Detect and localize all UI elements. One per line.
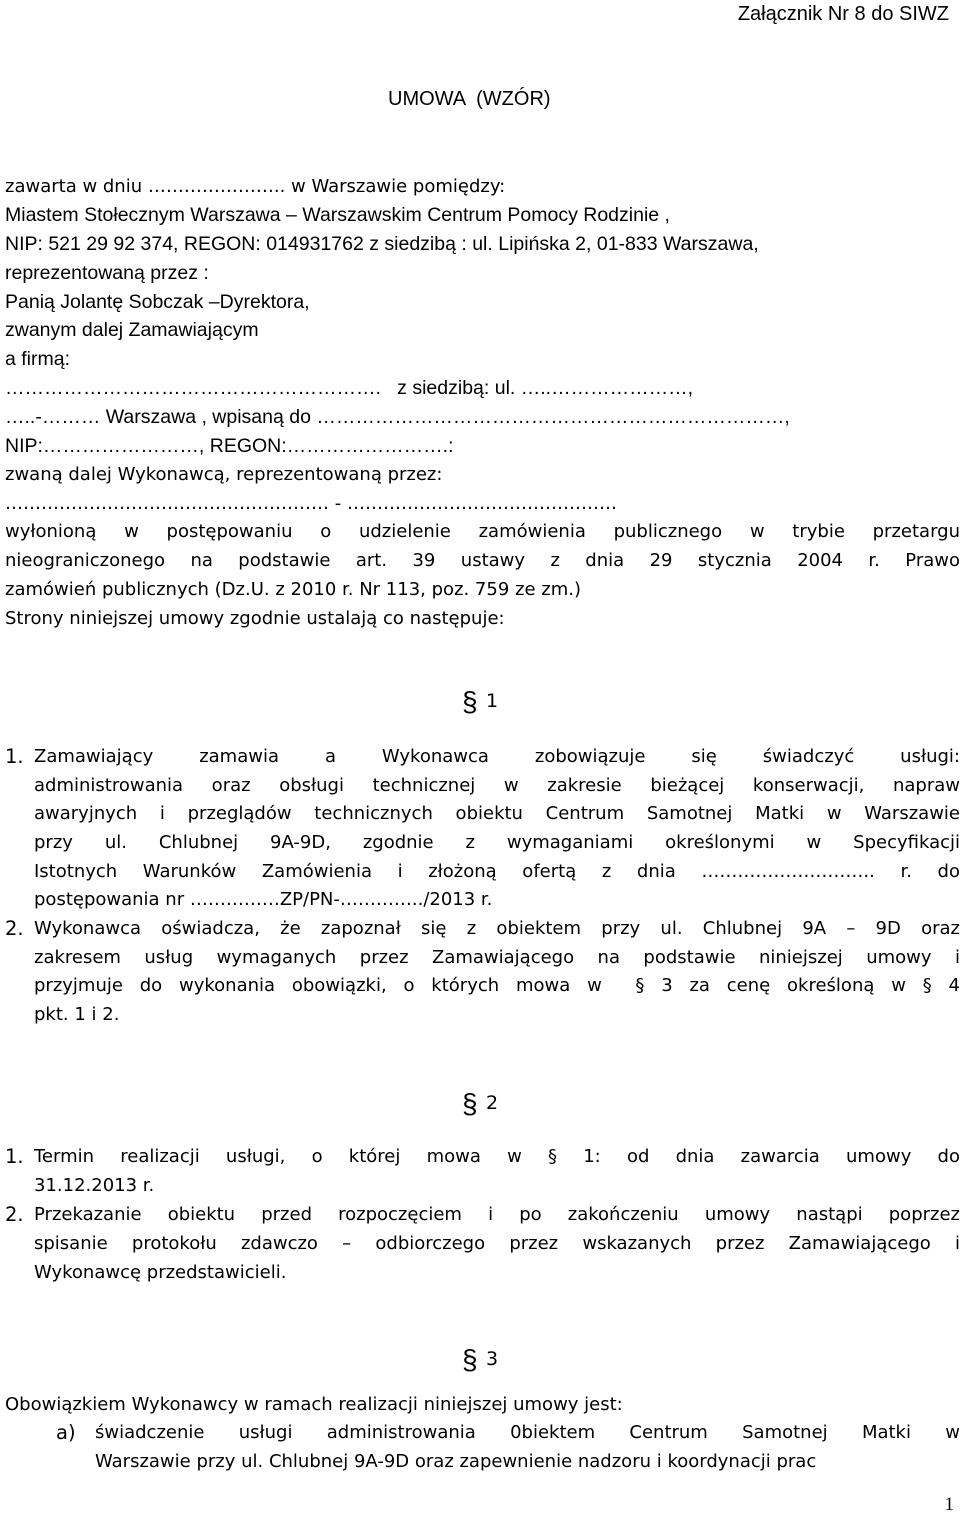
paragraph-symbol: § [462,1088,478,1119]
item-line: Termin realizacji usługi, o której mowa w § 1: od dnia zawarcia umowy do [34,1146,960,1167]
intro-line: ……………………………………………… - ……………………………………… [5,493,617,514]
item-line: 31.12.2013 r. [34,1175,155,1196]
item-line: przyjmuje do wykonania obowiązki, o których mowa w § 3 za cenę określoną w § 4 [34,975,960,996]
intro-line: NIP: 521 29 92 374, REGON: 014931762 z siedzibą : ul. Lipińska 2, 01-833 Warszawa, [5,233,759,255]
item-line: świadczenie usługi administrowania 0biektem Centrum Samotnej Matki w [95,1422,960,1443]
item-number: 1. [5,745,24,768]
item-number: 1. [5,1145,24,1168]
item-line: awaryjnych i przeglądów technicznych obiektu Centrum Samotnej Matki w Warszawie [34,803,960,824]
item-line: przy ul. Chlubnej 9A-9D, zgodnie z wymaganiami określonymi w Specyfikacji [34,832,960,853]
item-line: zakresem usług wymaganych przez Zamawiającego na podstawie niniejszej umowy i [34,947,960,968]
document-title: UMOWA (WZÓR) [388,88,551,110]
item-line: Przekazanie obiektu przed rozpoczęciem i po zakończeniu umowy nastąpi poprzez [34,1204,960,1225]
intro-line: Panią Jolantę Sobczak –Dyrektora, [5,291,310,313]
item-number: 2. [5,917,24,940]
section-intro: Obowiązkiem Wykonawcy w ramach realizacji niniejszej umowy jest: [5,1394,623,1415]
item-letter: a) [56,1421,76,1444]
intro-line: wyłonioną w postępowaniu o udzielenie zamówienia publicznego w trybie przetargu [5,521,960,542]
intro-line: Strony niniejszej umowy zgodnie ustalają co następuje: [5,608,505,629]
item-line: Istotnych Warunków Zamówienia i złożoną ofertą z dnia ……………………….. r. do [34,861,960,882]
item-line: Wykonawca oświadcza, że zapoznał się z obiektem przy ul. Chlubnej 9A – 9D oraz [34,918,960,939]
item-line: Wykonawcę przedstawicieli. [34,1262,287,1283]
item-line: spisanie protokołu zdawczo – odbiorczego przez wskazanych przez Zamawiającego i [34,1233,960,1254]
contractor-register-line: …..-……… Warszawa , wpisaną do ………………………………………………………………, [5,406,790,428]
item-line: postępowania nr ……………ZP/PN-…………../2013 r. [34,889,493,910]
intro-line: zwanym dalej Zamawiającym [5,319,259,341]
item-line: Warszawie przy ul. Chlubnej 9A-9D oraz zapewnienie nadzoru i koordynacji prac [95,1451,817,1472]
section-heading [462,1338,522,1378]
paragraph-symbol: § [462,686,478,717]
contractor-nip-regon-line: NIP:……………………, REGON:…………………….: [5,435,454,457]
intro-line: zawarta w dniu ………………….. w Warszawie pomiędzy: [5,176,506,197]
item-number: 2. [5,1203,24,1226]
intro-line: zamówień publicznych (Dz.U. z 2010 r. Nr 113, poz. 759 ze zm.) [5,579,581,600]
section-heading [462,680,522,720]
intro-line: a firmą: [5,348,71,370]
item-line: pkt. 1 i 2. [34,1004,120,1025]
intro-line: Miastem Stołecznym Warszawa – Warszawskim Centrum Pomocy Rodzinie , [5,204,670,226]
item-line: administrowania oraz obsługi technicznej w zakresie bieżącej konserwacji, napraw [34,775,960,796]
paragraph-symbol: § [462,1344,478,1375]
section-heading [462,1082,522,1122]
section-number: 3 [486,1348,499,1370]
contractor-seat-line: …………………………………………………. z siedzibą: ul. …..…………………, [5,377,693,399]
page-number: 1 [944,1494,954,1515]
item-line: Zamawiający zamawia a Wykonawca zobowiązuje się świadczyć usługi: [34,746,960,767]
intro-line: reprezentowaną przez : [5,262,209,284]
section-number: 2 [486,1092,499,1114]
attachment-label: Załącznik Nr 8 do SIWZ [737,3,949,25]
intro-line: nieograniczonego na podstawie art. 39 ustawy z dnia 29 stycznia 2004 r. Prawo [5,550,960,571]
section-number: 1 [486,690,499,712]
intro-line: zwaną dalej Wykonawcą, reprezentowaną przez: [5,464,443,485]
